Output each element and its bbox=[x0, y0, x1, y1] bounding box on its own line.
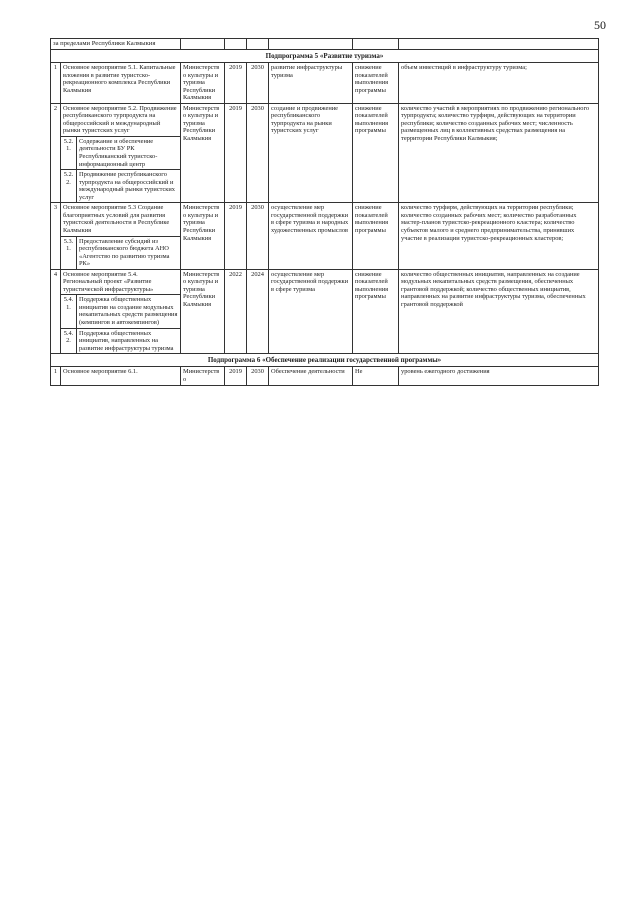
expected-result: создание и продвижение республиканского турпродукта на рынки туристских услуг bbox=[269, 103, 353, 203]
row-number: 4 bbox=[51, 269, 61, 353]
activity-name: Основное мероприятие 5.2. Продвижение республиканского турпродукта на общероссийский и международный рынки туристских услуг bbox=[61, 103, 181, 136]
table-row bbox=[51, 269, 599, 295]
expected-result: осуществление мер государственной поддержки в сфере туризма bbox=[269, 269, 353, 353]
start-year: 2019 bbox=[225, 63, 247, 104]
activity-name: Основное мероприятие 5.4. Региональный проект «Развитие туристической инфраструктуры» bbox=[61, 269, 181, 295]
sub-activity-name: Поддержка общественных инициатив на создание модульных некапитальных средств размещения (кемпингов и автокемпингов) bbox=[77, 295, 181, 328]
end-year: 2030 bbox=[247, 367, 269, 385]
subprogram-6-heading: Подпрограмма 6 «Обеспечение реализации государственной программы» bbox=[51, 354, 599, 367]
sub-number: 5.4.1. bbox=[61, 295, 77, 328]
table-row bbox=[51, 63, 599, 104]
responsible: Министерство культуры и туризма Республики Калмыкия bbox=[181, 63, 225, 104]
sub-activity-name: Содержание и обеспечение деятельности БУ РК Республиканский туристско-информационный центр bbox=[77, 136, 181, 169]
program-activities-table bbox=[50, 38, 599, 386]
page-number: 50 bbox=[594, 18, 606, 32]
start-year: 2019 bbox=[225, 367, 247, 385]
sub-activity-name: Продвижение республиканского турпродукта на общероссийский и международный рынки туристских услуг bbox=[77, 170, 181, 203]
table-row bbox=[51, 367, 599, 385]
table-row bbox=[51, 203, 599, 236]
activity-name: Основное мероприятие 6.1. bbox=[61, 367, 181, 385]
sub-number: 5.2.2. bbox=[61, 170, 77, 203]
continuation-row bbox=[51, 39, 599, 50]
responsible: Министерство культуры и туризма Республики Калмыкия bbox=[181, 203, 225, 269]
row-number: 1 bbox=[51, 367, 61, 385]
indicator: объем инвестиций в инфраструктуру туризма; bbox=[399, 63, 599, 104]
sub-activity-name: Поддержка общественных инициатив, направленных на развитие инфраструктуры туризма bbox=[77, 328, 181, 354]
start-year: 2019 bbox=[225, 203, 247, 269]
row-number: 3 bbox=[51, 203, 61, 269]
sub-activity-name: Предоставление субсидий из республиканского бюджета АНО «Агентство по развитию туризма РК» bbox=[77, 236, 181, 269]
subprogram-6-heading-row bbox=[51, 354, 599, 367]
start-year: 2019 bbox=[225, 103, 247, 203]
table-row bbox=[51, 103, 599, 136]
end-year: 2030 bbox=[247, 203, 269, 269]
end-year: 2030 bbox=[247, 63, 269, 104]
continuation-cell: за пределами Республики Калмыкия bbox=[51, 39, 181, 50]
consequence: снижение показателей выполнения программы bbox=[353, 63, 399, 104]
indicator: количество турфирм, действующих на территории республики; количество созданных рабочих мест; количество разработанных мастер-планов туристско-рекреационного кластера; количество субъектов малого и среднего предпринимательства, принявших участие в реализации туристско-рекреационных кластеров; bbox=[399, 203, 599, 269]
sub-number: 5.3.1. bbox=[61, 236, 77, 269]
sub-number: 5.4.2. bbox=[61, 328, 77, 354]
activity-name: Основное мероприятие 5.3 Создание благоприятных условий для развития туристской деятельности в Республике Калмыкия bbox=[61, 203, 181, 236]
sub-number: 5.2.1. bbox=[61, 136, 77, 169]
expected-result: Обеспечение деятельности bbox=[269, 367, 353, 385]
activity-name: Основное мероприятие 5.1. Капитальные вложения в развитие туристско-рекреационного комплекса Республики Калмыкия bbox=[61, 63, 181, 104]
consequence: снижение показателей выполнения программы bbox=[353, 269, 399, 353]
indicator: уровень ежегодного достижения bbox=[399, 367, 599, 385]
responsible: Министерство bbox=[181, 367, 225, 385]
indicator: количество общественных инициатив, направленных на создание модульных некапитальных средств размещения, обеспеченных грантовой поддержкой; количество общественных инициатив, направленных на развитие инфраструктуры туризма, обеспеченных грантовой поддержкой bbox=[399, 269, 599, 353]
start-year: 2022 bbox=[225, 269, 247, 353]
row-number: 1 bbox=[51, 63, 61, 104]
indicator: количество участий в мероприятиях по продвижению регионального турпродукта; количество турфирм, действующих на территории республики; количество созданных рабочих мест; численность размещенных лиц в коллективных средствах размещения на территории Республики Калмыкия; bbox=[399, 103, 599, 203]
expected-result: осуществление мер государственной поддержки в сфере туризма и народных художественных промыслов bbox=[269, 203, 353, 269]
program-table-container bbox=[50, 38, 598, 386]
responsible: Министерство культуры и туризма Республики Калмыкия bbox=[181, 269, 225, 353]
end-year: 2030 bbox=[247, 103, 269, 203]
subprogram-5-heading-row bbox=[51, 49, 599, 62]
end-year: 2024 bbox=[247, 269, 269, 353]
consequence: снижение показателей выполнения программы bbox=[353, 203, 399, 269]
responsible: Министерство культуры и туризма Республики Калмыкия bbox=[181, 103, 225, 203]
consequence: снижение показателей выполнения программы bbox=[353, 103, 399, 203]
expected-result: развитие инфраструктуры туризма bbox=[269, 63, 353, 104]
row-number: 2 bbox=[51, 103, 61, 203]
subprogram-5-heading: Подпрограмма 5 «Развитие туризма» bbox=[51, 49, 599, 62]
consequence: Не bbox=[353, 367, 399, 385]
